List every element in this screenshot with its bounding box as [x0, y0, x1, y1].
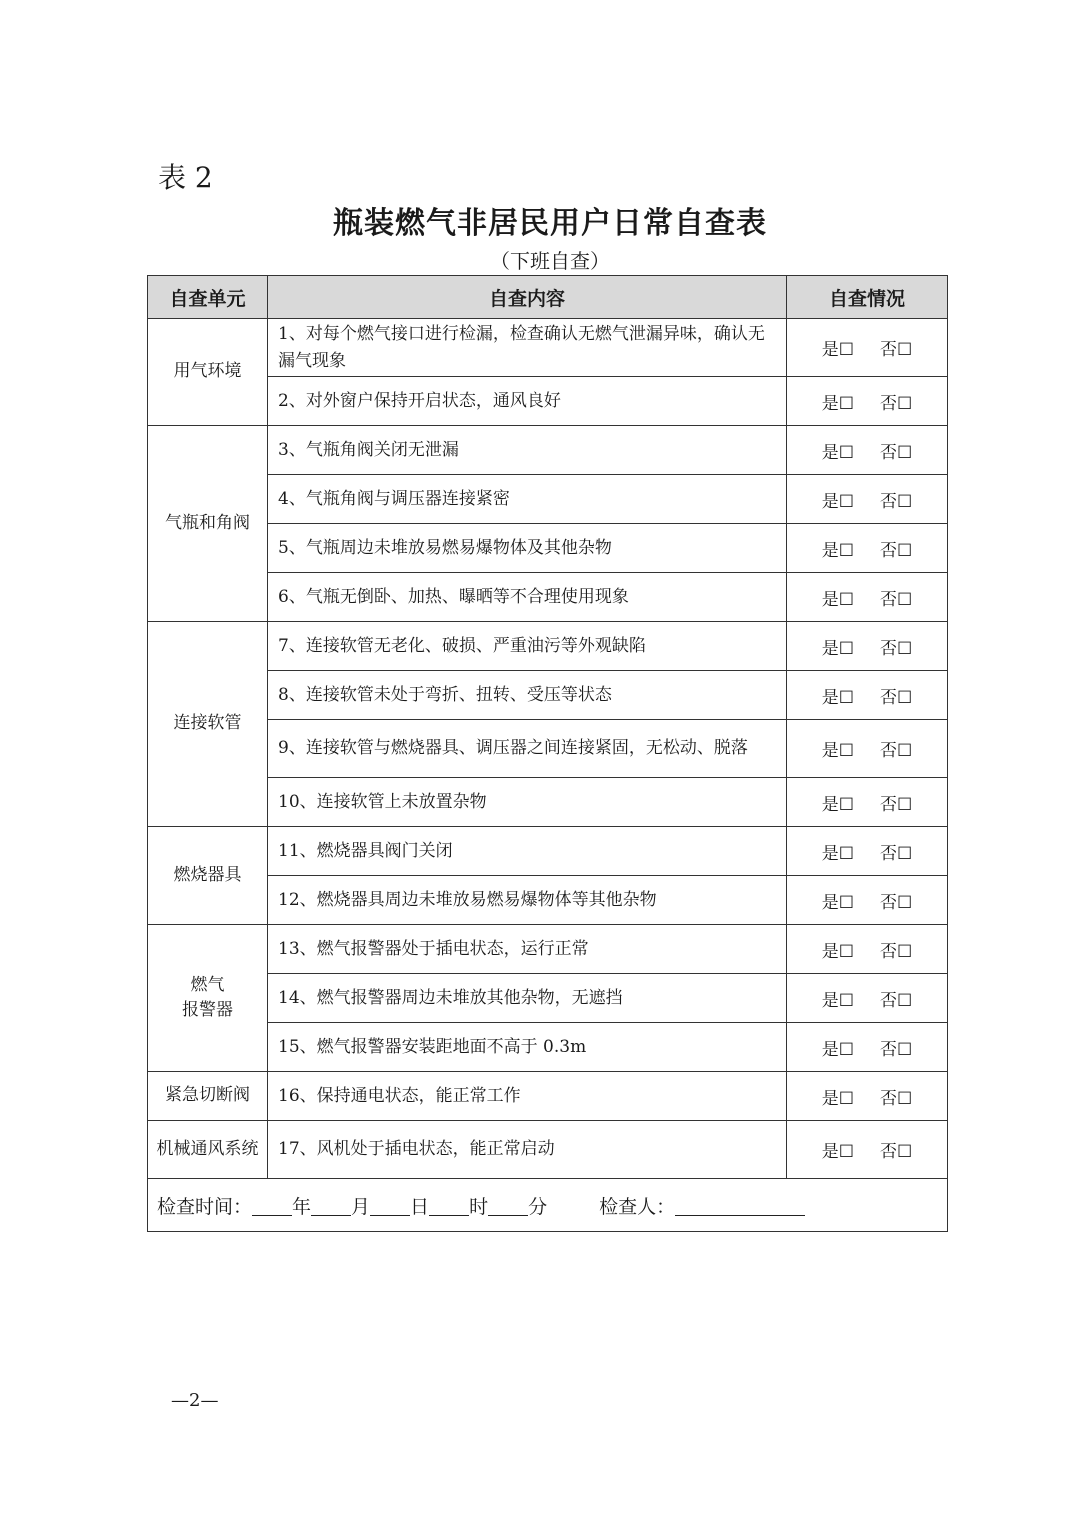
item-text: 5、气瓶周边未堆放易燃易爆物体及其他杂物 — [268, 524, 787, 573]
item-text: 11、燃烧器具阀门关闭 — [268, 827, 787, 876]
no-checkbox[interactable]: 否☐ — [880, 892, 913, 913]
status-cell — [787, 524, 948, 573]
status-cell — [787, 671, 948, 720]
item-text: 7、连接软管无老化、破损、严重油污等外观缺陷 — [268, 622, 787, 671]
yes-checkbox[interactable]: 是☐ — [821, 491, 854, 512]
no-checkbox[interactable]: 否☐ — [880, 1142, 913, 1162]
yes-checkbox[interactable]: 是☐ — [821, 1039, 854, 1060]
day-label: 日 — [410, 1195, 430, 1218]
status-column-header: 自查情况 — [787, 276, 948, 319]
status-cell — [787, 720, 948, 778]
table-row — [148, 827, 948, 876]
no-checkbox[interactable]: 否☐ — [880, 794, 913, 815]
unit-cell: 燃气 报警器 — [148, 925, 268, 1072]
no-checkbox[interactable]: 否☐ — [880, 843, 913, 864]
year-blank[interactable] — [252, 1197, 292, 1216]
day-blank[interactable] — [370, 1197, 410, 1216]
item-text: 14、燃气报警器周边未堆放其他杂物，无遮挡 — [268, 974, 787, 1023]
yes-checkbox[interactable]: 是☐ — [821, 892, 854, 913]
status-cell — [787, 925, 948, 974]
no-checkbox[interactable]: 否☐ — [880, 638, 913, 659]
month-label: 月 — [351, 1195, 371, 1218]
yes-checkbox[interactable]: 是☐ — [821, 687, 854, 708]
no-checkbox[interactable]: 否☐ — [880, 941, 913, 962]
status-cell — [787, 1023, 948, 1072]
page-number: —2— — [171, 1390, 219, 1411]
no-checkbox[interactable]: 否☐ — [880, 687, 913, 708]
no-checkbox[interactable]: 否☐ — [880, 491, 913, 512]
footer-row — [148, 1179, 948, 1232]
no-checkbox[interactable]: 否☐ — [880, 1039, 913, 1060]
status-cell — [787, 319, 948, 377]
no-checkbox[interactable]: 否☐ — [880, 990, 913, 1011]
unit-cell: 机械通风系统 — [148, 1121, 268, 1179]
table-row — [148, 974, 948, 1023]
yes-checkbox[interactable]: 是☐ — [821, 843, 854, 864]
table-row — [148, 319, 948, 377]
hour-label: 时 — [469, 1195, 489, 1218]
table-row — [148, 524, 948, 573]
year-label: 年 — [292, 1195, 312, 1218]
unit-cell: 连接软管 — [148, 622, 268, 827]
yes-checkbox[interactable]: 是☐ — [821, 340, 854, 360]
status-cell — [787, 778, 948, 827]
status-cell — [787, 974, 948, 1023]
item-text: 9、连接软管与燃烧器具、调压器之间连接紧固，无松动、脱落 — [268, 720, 787, 778]
footer-cell — [148, 1179, 948, 1232]
table-row — [148, 426, 948, 475]
inspector-label: 检查人： — [599, 1195, 676, 1218]
table-row — [148, 377, 948, 426]
table-row — [148, 1121, 948, 1179]
table-header-row — [148, 276, 948, 319]
item-text: 15、燃气报警器安装距地面不高于 0.3m — [268, 1023, 787, 1072]
status-cell — [787, 426, 948, 475]
table-row — [148, 720, 948, 778]
table-label: 表 2 — [158, 161, 213, 194]
hour-blank[interactable] — [429, 1197, 469, 1216]
yes-checkbox[interactable]: 是☐ — [821, 589, 854, 610]
unit-cell: 用气环境 — [148, 319, 268, 426]
yes-checkbox[interactable]: 是☐ — [821, 638, 854, 659]
table-row — [148, 573, 948, 622]
table-row — [148, 1072, 948, 1121]
table-row — [148, 622, 948, 671]
status-cell — [787, 1121, 948, 1179]
item-text: 6、气瓶无倒卧、加热、曝晒等不合理使用现象 — [268, 573, 787, 622]
table-row — [148, 1023, 948, 1072]
item-text: 12、燃烧器具周边未堆放易燃易爆物体等其他杂物 — [268, 876, 787, 925]
no-checkbox[interactable]: 否☐ — [880, 393, 913, 414]
item-text: 13、燃气报警器处于插电状态，运行正常 — [268, 925, 787, 974]
status-cell — [787, 377, 948, 426]
check-time-label: 检查时间： — [157, 1195, 253, 1218]
unit-cell: 燃烧器具 — [148, 827, 268, 925]
yes-checkbox[interactable]: 是☐ — [821, 442, 854, 463]
item-text: 3、气瓶角阀关闭无泄漏 — [268, 426, 787, 475]
table-row — [148, 671, 948, 720]
month-blank[interactable] — [311, 1197, 351, 1216]
unit-column-header: 自查单元 — [148, 276, 268, 319]
yes-checkbox[interactable]: 是☐ — [821, 794, 854, 815]
no-checkbox[interactable]: 否☐ — [880, 589, 913, 610]
yes-checkbox[interactable]: 是☐ — [821, 990, 854, 1011]
yes-checkbox[interactable]: 是☐ — [821, 540, 854, 561]
status-cell — [787, 827, 948, 876]
item-text: 16、保持通电状态，能正常工作 — [268, 1072, 787, 1121]
no-checkbox[interactable]: 否☐ — [880, 741, 913, 761]
document-subtitle: （下班自查） — [490, 249, 610, 273]
document-title: 瓶装燃气非居民用户日常自查表 — [333, 206, 767, 241]
item-text: 8、连接软管未处于弯折、扭转、受压等状态 — [268, 671, 787, 720]
yes-checkbox[interactable]: 是☐ — [821, 1142, 854, 1162]
table-row — [148, 925, 948, 974]
no-checkbox[interactable]: 否☐ — [880, 442, 913, 463]
yes-checkbox[interactable]: 是☐ — [821, 1088, 854, 1109]
no-checkbox[interactable]: 否☐ — [880, 540, 913, 561]
table-row — [148, 475, 948, 524]
item-text: 1、对每个燃气接口进行检漏，检查确认无燃气泄漏异味，确认无漏气现象 — [268, 319, 787, 377]
minute-label: 分 — [528, 1195, 548, 1218]
item-text: 2、对外窗户保持开启状态，通风良好 — [268, 377, 787, 426]
inspector-blank[interactable] — [675, 1197, 805, 1216]
unit-cell: 气瓶和角阀 — [148, 426, 268, 622]
status-cell — [787, 475, 948, 524]
status-cell — [787, 876, 948, 925]
item-text: 4、气瓶角阀与调压器连接紧密 — [268, 475, 787, 524]
self-check-table — [147, 275, 948, 1232]
yes-checkbox[interactable]: 是☐ — [821, 941, 854, 962]
item-text: 17、风机处于插电状态，能正常启动 — [268, 1121, 787, 1179]
minute-blank[interactable] — [488, 1197, 528, 1216]
table-row — [148, 778, 948, 827]
table-row — [148, 876, 948, 925]
no-checkbox[interactable]: 否☐ — [880, 1088, 913, 1109]
status-cell — [787, 622, 948, 671]
status-cell — [787, 1072, 948, 1121]
item-text: 10、连接软管上未放置杂物 — [268, 778, 787, 827]
yes-checkbox[interactable]: 是☐ — [821, 741, 854, 761]
unit-cell: 紧急切断阀 — [148, 1072, 268, 1121]
no-checkbox[interactable]: 否☐ — [880, 340, 913, 360]
status-cell — [787, 573, 948, 622]
content-column-header: 自查内容 — [268, 276, 787, 319]
yes-checkbox[interactable]: 是☐ — [821, 393, 854, 414]
